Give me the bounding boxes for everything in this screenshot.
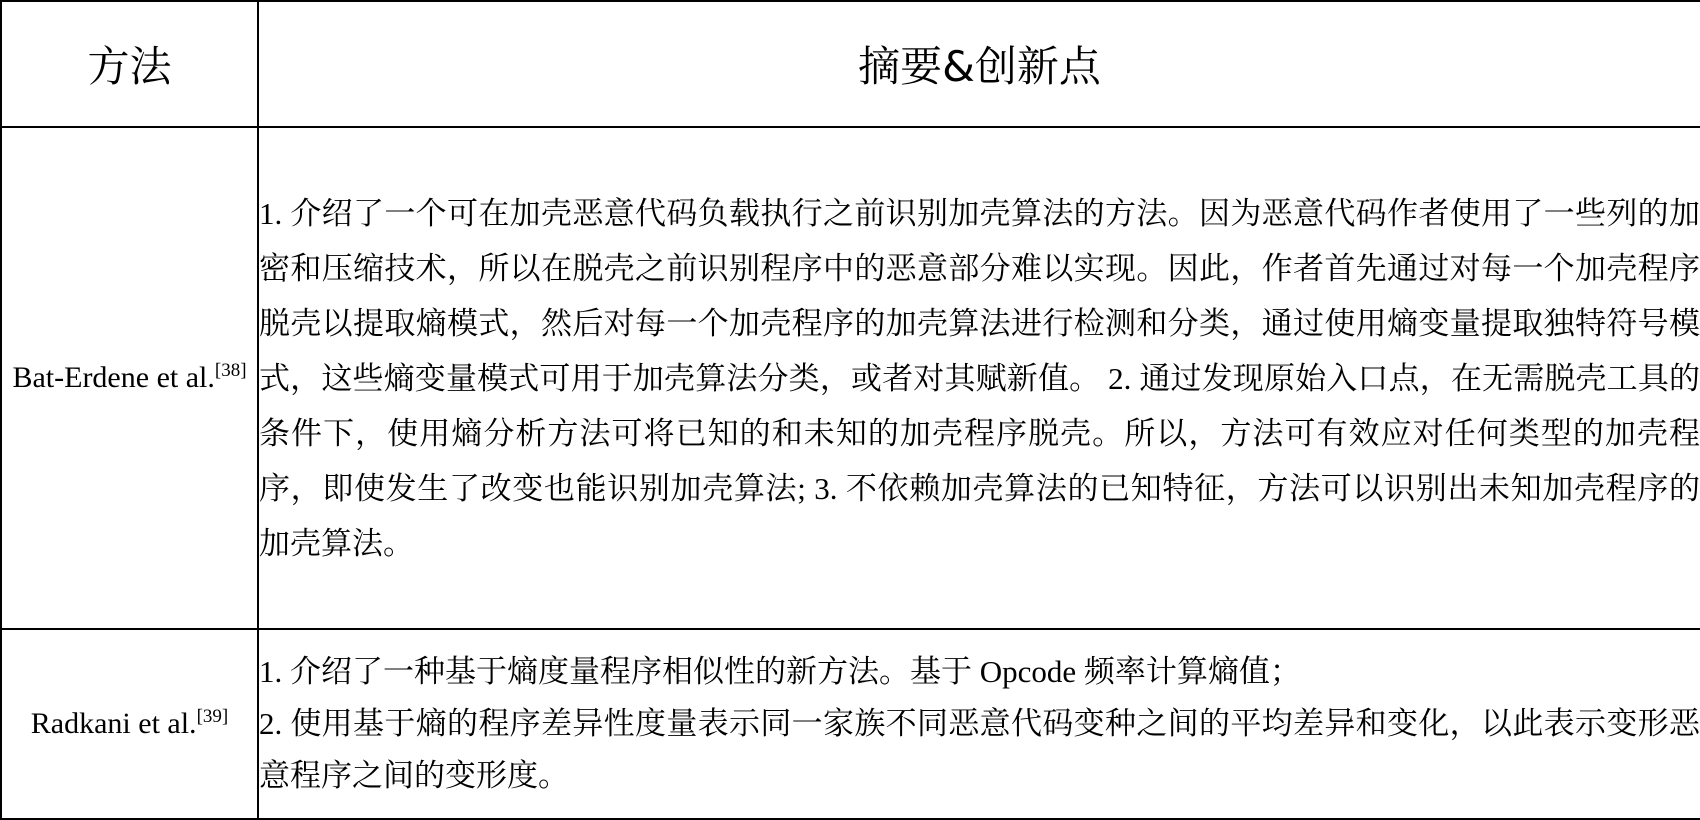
citation-ref: [39] [196, 706, 229, 727]
table-row [1, 127, 1700, 629]
table-header-row [1, 1, 1700, 127]
citation-ref: [38] [214, 360, 247, 381]
summary-cell: 1. 介绍了一个可在加壳恶意代码负载执行之前识别加壳算法的方法。因为恶意代码作者使用了一些列的加密和压缩技术，所以在脱壳之前识别程序中的恶意部分难以实现。因此，作者首先通过对每一个加壳程序脱壳以提取熵模式，然后对每一个加壳程序的加壳算法进行检测和分类，通过使用熵变量提取独特符号模式，这些熵变量模式可用于加壳算法分类，或者对其赋新值。 2. 通过发现原始入口点，在无需脱壳工具的条件下，使用熵分析方法可将已知的和未知的加壳程序脱壳。所以，方法可有效应对任何类型的加壳程序，即使发生了改变也能识别加壳算法; 3. 不依赖加壳算法的已知特征，方法可以识别出未知加壳程序的加壳算法。 [258, 127, 1700, 629]
summary-cell [258, 629, 1700, 819]
method-cell [1, 629, 258, 819]
summary-column-header: 摘要&创新点 [258, 1, 1700, 127]
method-name: Bat-Erdene et al. [12, 361, 215, 394]
method-name: Radkani et al. [30, 707, 197, 740]
summary-point: 1. 介绍了一种基于熵度量程序相似性的新方法。基于 Opcode 频率计算熵值； [259, 654, 1301, 689]
summary-point: 2. 使用基于熵的程序差异性度量表示同一家族不同恶意代码变种之间的平均差异和变化，以此表示变形恶意程序之间的变形度。 [259, 706, 1700, 793]
method-cell [1, 127, 258, 629]
table-row [1, 629, 1700, 819]
method-column-header: 方法 [1, 1, 258, 127]
